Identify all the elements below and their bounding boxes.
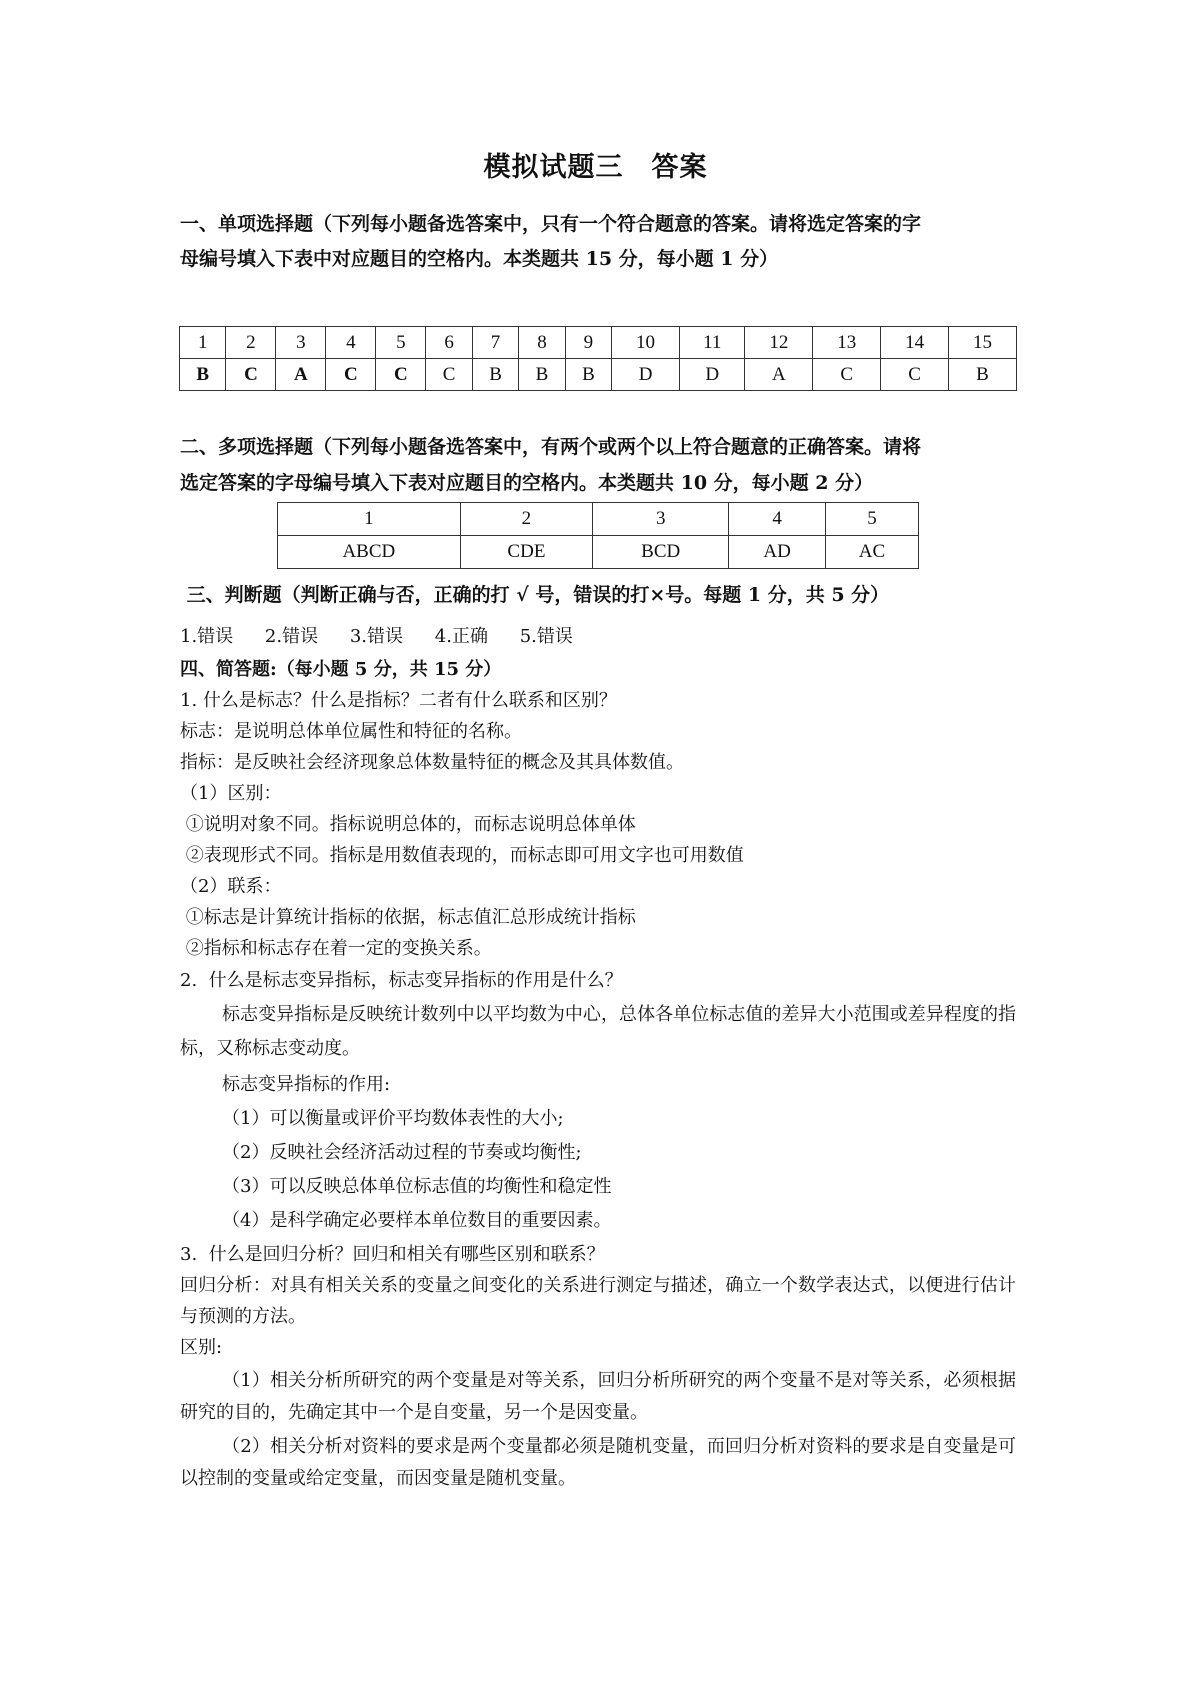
q1-line: ②指标和标志存在着一定的变换关系。	[180, 938, 492, 959]
q2-role: （2）反映社会经济活动过程的节奏或均衡性;	[222, 1142, 582, 1163]
answer-cell: C	[813, 359, 881, 391]
q1-line: （1）区别：	[180, 783, 282, 804]
q1-line: （2）联系：	[180, 876, 282, 897]
question-number-cell: 2	[460, 503, 592, 536]
answer-cell: C	[426, 359, 472, 391]
table-answer-row	[278, 536, 919, 569]
judgement-answer: 3.错误	[349, 626, 404, 647]
question-number-cell: 3	[276, 327, 326, 359]
answer-cell: AD	[729, 536, 826, 569]
answer-cell: BCD	[593, 536, 729, 569]
table-answer-row	[180, 359, 1017, 391]
q1-line: ①标志是计算统计指标的依据，标志值汇总形成统计指标	[180, 907, 636, 928]
answer-cell: D	[612, 359, 680, 391]
question-number-cell: 9	[565, 327, 611, 359]
judgement-answers	[180, 622, 1020, 652]
single-choice-answer-table	[179, 326, 1017, 391]
q2-role-heading: 标志变异指标的作用:	[222, 1074, 391, 1095]
q3-definition: 回归分析：对具有相关关系的变量之间变化的关系进行测定与描述，确立一个数学表达式，以便进行估计与预测的方法。	[180, 1275, 1016, 1327]
question-number-cell: 11	[679, 327, 744, 359]
answer-cell: B	[472, 359, 518, 391]
judgement-answer: 1.错误	[180, 626, 234, 647]
q2-definition: 标志变异指标是反映统计数列中以平均数为中心，总体各单位标志值的差异大小范围或差异程度的指标，又称标志变动度。	[180, 1004, 1016, 1059]
section1-heading-line2: 母编号填入下表中对应题目的空格内。本类题共 15 分，每小题 1 分）	[180, 248, 779, 270]
q2-role: （4）是科学确定必要样本单位数目的重要因素。	[222, 1210, 612, 1231]
question-number-cell: 1	[180, 327, 226, 359]
question-number-cell: 7	[472, 327, 518, 359]
question-number-cell: 4	[729, 503, 826, 536]
q1-line: 标志：是说明总体单位属性和特征的名称。	[180, 721, 522, 742]
answer-cell: ABCD	[278, 536, 461, 569]
q2-role: （1）可以衡量或评价平均数体表性的大小;	[222, 1108, 564, 1129]
judgement-answer: 5.错误	[519, 626, 573, 647]
q2-role: （3）可以反映总体单位标志值的均衡性和稳定性	[222, 1176, 612, 1197]
section4-heading: 四、简答题:（每小题 5 分，共 15 分）	[180, 659, 502, 680]
answer-cell: D	[679, 359, 744, 391]
question-number-cell: 1	[278, 503, 461, 536]
section2-heading-line2: 选定答案的字母编号填入下表对应题目的空格内。本类题共 10 分，每小题 2 分）	[180, 472, 874, 494]
question-number-cell: 2	[226, 327, 276, 359]
q3-diff-heading: 区别:	[180, 1337, 223, 1358]
q3-question: 3. 什么是回归分析？回归和相关有哪些区别和联系？	[180, 1244, 605, 1265]
table-number-row	[180, 327, 1017, 359]
q3-diff-1: （1）相关分析所研究的两个变量是对等关系，回归分析所研究的两个变量不是对等关系，必须根据研究的目的，先确定其中一个是自变量，另一个是因变量。	[180, 1370, 1016, 1423]
table-number-row	[278, 503, 919, 536]
question-number-cell: 12	[745, 327, 813, 359]
answer-cell: C	[226, 359, 276, 391]
answer-cell: C	[376, 359, 426, 391]
question-number-cell: 15	[949, 327, 1017, 359]
answer-cell: A	[276, 359, 326, 391]
answer-cell: AC	[825, 536, 918, 569]
question-number-cell: 4	[326, 327, 376, 359]
answer-cell: B	[180, 359, 226, 391]
q1-question: 1. 什么是标志？什么是指标？二者有什么联系和区别？	[180, 690, 617, 711]
answer-cell: C	[881, 359, 949, 391]
question-number-cell: 5	[825, 503, 918, 536]
answer-cell: B	[519, 359, 565, 391]
question-number-cell: 13	[813, 327, 881, 359]
q2-question: 2. 什么是标志变异指标，标志变异指标的作用是什么？	[180, 970, 623, 991]
multiple-choice-answer-table	[277, 502, 919, 569]
section3-heading: 三、判断题（判断正确与否，正确的打 √ 号，错误的打×号。每题 1 分，共 5 分）	[180, 584, 890, 606]
question-number-cell: 3	[593, 503, 729, 536]
judgement-answer: 2.错误	[264, 626, 319, 647]
question-number-cell: 5	[376, 327, 426, 359]
q1-line: ②表现形式不同。指标是用数值表现的，而标志即可用文字也可用数值	[180, 845, 744, 866]
answer-cell: A	[745, 359, 813, 391]
question-number-cell: 10	[612, 327, 680, 359]
section1-heading-line1: 一、单项选择题（下列每小题备选答案中，只有一个符合题意的答案。请将选定答案的字	[180, 213, 922, 235]
question-number-cell: 8	[519, 327, 565, 359]
section2-heading-line1: 二、多项选择题（下列每小题备选答案中，有两个或两个以上符合题意的正确答案。请将	[180, 436, 922, 458]
answer-cell: C	[326, 359, 376, 391]
answer-cell: CDE	[460, 536, 592, 569]
question-number-cell: 6	[426, 327, 472, 359]
page-title: 模拟试题三 答案	[483, 152, 708, 183]
answer-cell: B	[949, 359, 1017, 391]
q1-line: 指标：是反映社会经济现象总体数量特征的概念及其具体数值。	[180, 752, 684, 773]
judgement-answer: 4.正确	[434, 626, 488, 647]
question-number-cell: 14	[881, 327, 949, 359]
answer-cell: B	[565, 359, 611, 391]
q3-diff-2: （2）相关分析对资料的要求是两个变量都必须是随机变量，而回归分析对资料的要求是自变量是可以控制的变量或给定变量，而因变量是随机变量。	[180, 1436, 1016, 1489]
q1-line: ①说明对象不同。指标说明总体的，而标志说明总体单体	[180, 814, 636, 835]
